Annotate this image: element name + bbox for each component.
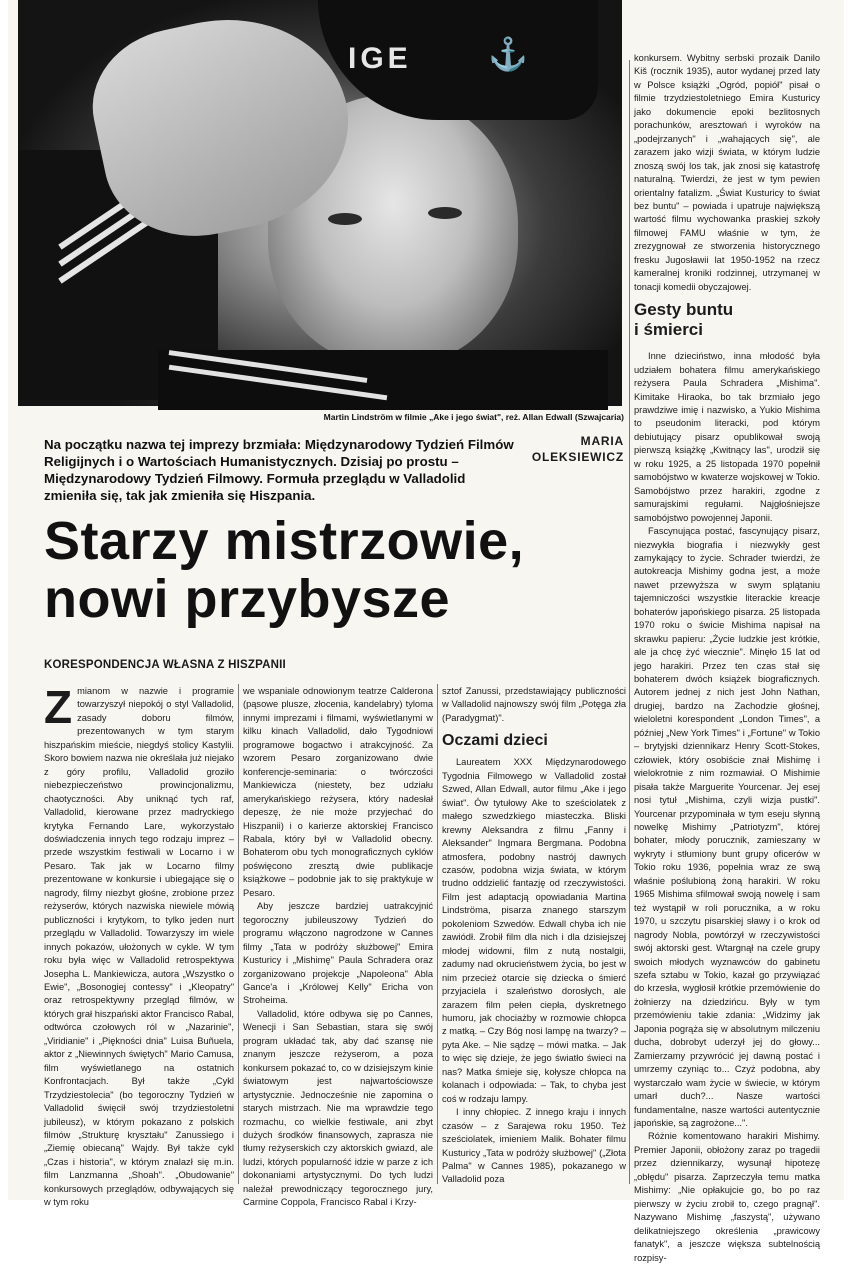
column-2-paragraph: Aby jeszcze bardziej uatrakcyjnić tegoroczny jubileuszowy Tydzień do programu włączono nagrodzone w Cannes filmy „Tata w podróży służbowej" Emira Kusturicy i „Mishimę" Paula Schradera oraz zorganizowano projekcje „Napoleona" Abla Gance'a i „Królowej Kelly" Ericha von Stroheima. [243, 901, 433, 1006]
anchor-emblem-icon: ⚓ [488, 36, 528, 72]
sailor-collar [158, 350, 608, 410]
film-still-photo [18, 0, 622, 406]
column-rule [437, 684, 438, 1184]
column-3-paragraph: sztof Zanussi, przedstawiający publiczności w Valladolid najnowszy swój film „Potęga zła (Paradygmat)". [442, 686, 626, 723]
subheading-line: Gesty buntu [634, 300, 734, 320]
photo-caption: Martin Lindström w filmie „Ake i jego świat", reż. Allan Edwall (Szwajcaria) [323, 412, 624, 422]
column-3-paragraph: I inny chłopiec. Z innego kraju i innych czasów – z Sarajewa roku 1950. Też sześciolatek, imieniem Malik. Bohater filmu Kusturicy „Tata w podróży służbowej" („Złota Palma" w Cannes 1985), pokazanego w Valladolid poza [442, 1107, 626, 1185]
subheading-oczami-dzieci: Oczami dzieci [442, 732, 548, 750]
lead-paragraph: Na początku nazwa tej imprezy brzmiała: Międzynarodowy Tydzień Filmów Religijnych i o Wartościach Humanistycznych. Dzisiaj po prostu – Międzynarodowy Tydzień Filmowy. Formuła przeglądu w Valladolid zmieniła się, tak jak zmieniła się Hiszpania. [44, 437, 514, 503]
author-first-name: MARIA [580, 434, 624, 448]
column-4-paragraph: Inne dzieciństwo, inna młodość była udziałem bohatera filmu amerykańskiego reżysera Paula Schradera „Mishima". Kimitake Hiraoka, bo tak brzmiało jego prawdziwe imię i nazwisko, a Yukio Mishima to pseudonim literacki, pod którym debiutujący pisarz opublikował swoją pierwszą książkę „Kwitnący las", urodził się w roku 1925, a 25 listopada 1970 popełnił samobójstwo w kwaterze wojskowej w Tokio. Samobójstwo przez harakiri, zgodne z samurajskimi regułami. Najgłośniejsze samobójstwo powojennej Japonii. [634, 351, 820, 523]
article-column-1 [44, 681, 234, 1208]
column-rule [238, 684, 239, 1184]
column-rule [629, 60, 630, 1184]
headline-line-2: nowi przybysze [44, 569, 451, 629]
column-1-text: mianom w nazwie i programie towarzyszył niepokój o styl Valladolid, zasady doboru filmów, prezentowanych w tym starym hiszpańskim mieście, niegdyś stolicy Kastylii. Skoro bowiem nazwa nie określała już niejako z góry profilu, Valladolid groziło niebezpieczeństwo prowincjonalizmu, chaotyczności. Aby uniknąć tych raf, Valladolid, kierowane przez madryckiego krytyka Fernando Lare, wykorzystało doświadczenia innych tego rodzaju imprez – przede wszystkim festiwali w Locarno i w Pesaro. Tak jak w Locarno filmy prezentowane w konkursie i ubiegające się o nagrody, filmy niezbyt głośne, zrobione przez reżyserów, których nazwiska niewiele mówią publiczności i krytykom, to tylko jeden nurt przeglądu w Valladolid. Towarzyszy im wiele innych pokazów, ułożonych w cykle. W tym roku była więc w Valladolid retrospektywa Josepha L. Mankiewicza, autora „Wszystko o Ewie", „Bosonogiej contessy" i „Kleopatry" oraz retrospektywny przegląd filmów, w których grał hiszpański aktor Francisco Rabal, odtwórca czołowych ról w „Nazarinie", „Viridianie" i „Piękności dnia" Luisa Buñuela, aktor z „Niewinnych świętych" Mario Camusa, film wyświetlanego na ostatnich Konfrontacjach. Był także „Cykl Trzydziestolecia" (bo tegoroczny Tydzień w Valladolid święcił swój trzydziestoletni jubileusz), w którym pokazano z polskich filmów „Strukturę kryształu" Zanussiego i „Ziemię obiecaną" Wajdy. Był także cykl „Czas i historia", w którym znalazł się m.in. film Lanzmanna „Shoah". „Obudowanie" konkursowych przeglądów, odbywających się w tym roku [44, 686, 234, 1208]
author-byline [520, 433, 624, 465]
subheading-gesty-buntu [634, 300, 820, 340]
column-2-paragraph: we wspaniale odnowionym teatrze Calderona (pąsowe plusze, złocenia, kandelabry) tyloma innymi imprezami i filmami, wyświetlanymi w kilku kinach Valladolid, dało Tygodniowi programowe bogactwo i atrakcyjność. Za wzorem Pesaro zorganizowano dwie konferencje-seminaria: o twórczości Mankiewicza (niestety, bez udziału amerykańskiego reżysera, który nadesłał depeszę, że nie może przyjechać do Hiszpanii) i o karierze aktorskiej Francisco Rabala, który był w Valladolid obecny. Bohaterom obu tych monograficznych cyklów poświęcono zresztą dwie publikacje książkowe – podobnie jak to się praktykuje w Pesaro. [243, 686, 433, 898]
article-column-3 [442, 685, 626, 1185]
author-last-name: OLEKSIEWICZ [531, 450, 624, 464]
article-column-4 [634, 52, 820, 1263]
headline [44, 512, 624, 628]
column-4-paragraph: konkursem. Wybitny serbski prozaik Danilo Kiš (rocznik 1935), autor wydanej przed laty w Polsce książki „Ogród, popiół" pisał o filmie trzydziestoletniego Emira Kusturicy jako dokumencie epoki bezlitosnych porachunków, aresztowań i wyroków na „podejrzanych" i „wahających się", ale zarazem jako wizji świata, w którym ludzie znoszą swój los tak, jak znosi się katastrofę naturalną. Twierdzi, że jest w tym pewien orientalny fatalizm. „Świat Kusturicy to świat bez buntu" – powiada i upatruje największą wartość filmu wychowanka praskiej szkoły filmowej FAMU właśnie w tym, że zrezygnował ze stworzenia historycznego fresku Jugosławii lat 1950-1952 na rzecz kameralnej kroniki rodzinnej, utrzymanej w tonacji komedii obyczajowej. [634, 53, 820, 292]
drop-cap: Z [44, 681, 73, 733]
headline-line-1: Starzy mistrzowie, [44, 511, 525, 571]
column-3-paragraph: Laureatem XXX Międzynarodowego Tygodnia Filmowego w Valladolid został Szwed, Allan Edwall, autor filmu „Ake i jego świat". Ów tytułowy Ake to sześciolatek z małego szwedzkiego miasteczka. Bliski krewny Aleksandra z filmu „Fanny i Aleksander" Ingmara Bergmana. Podobna atmosfera, podobny nastrój dawnych czasów, podobna wizja świata, w którym trudno oddzielić fantazję od rzeczywistości. Film jest adaptacją opowiadania Martina Lindströma, pisarza znanego starszym pokoleniom Szwedów. Edwall chyba ich nie zawiódł. Zrobił film dla nich i dla dzisiejszej młodej widowni, film z nutą nostalgii, zadumy nad okrucieństwem życia, bo jest w nim przecież otarcie się dziecka o śmierć przyjaciela i szaleństwo dorosłych, ale zarazem film pełen ciepła, dyskretnego humoru, jak chociażby w rozmowie chłopca z matką. – Czy Bóg nosi lampę na twarzy? – pyta Ake. – Nie sądzę – mówi matka. – Jak to więc się dzieje, że jego światło świeci na nas? Matka śmieje się, kołysze chłopca na kolanach i odpowiada: – Tak, to chyba jest coś w rodzaju lampy. [442, 757, 626, 1104]
eye [428, 207, 462, 219]
column-4-paragraph: Fascynująca postać, fascynujący pisarz, niezwykła biografia i niezwykły gest zamykający to życie. Schrader twierdzi, że autokreacja Mishimy godna jest, a może nawet przewyższa w swym splątaniu tajemniczości wszystkie literackie kreacje bohaterów japońskiego pisarza. 25 listopada 1970 roku o świcie Mishima napisał na skrawku papieru: „Życie ludzkie jest krótkie, ale ja chcę żyć wiecznie". Minęło 15 lat od jego harakiri. Przez ten czas stał się bohaterem dwóch książek biograficznych. Autorem jednej z nich jest John Nathan, drugiej, bardzo na Zachodzie głośnej, wieloletni korespondent „London Times", a później „New York Times" i „Fortune" w Tokio – brytyjski dziennikarz Henry Scott-Stokes, człowiek, który osobiście znał Mishimę i wielokrotnie z nim rozmawiał. O Mishimie pisała także Marguerite Yourcenar. Jej esej nosi tytuł „Mishima, czyli wizja pustki". Yourcenar przypominała w tym eseju słynną nowelkę Mishimy „Patriotyzm", której bohater, młody porucznik, zamieszany w wykryty i stłumiony bunt grupy oficerów w Tokio roku 1936, popełnia wraz ze swą właśnie poślubioną żoną harakiri. W roku 1965 Mishima sfilmował swoją nowelę i sam też wystąpił w roli porucznika, a w roku 1970, u szczytu pisarskiej sławy i o krok od nagrody Nobla, powtórzył w rzeczywistości swój aktorski gest. Wtargnął na czele grupy swoich młodych wyznawców do gabinetu szefa sztabu w Tokio, kazał go przywiązać do krzesła, wygłosił krótkie przemówienie do żołnierzy na dziedzińcu. Były w tym przemówieniu takie zdania: „Widzimy jak Japonia pogrąża się w absolutnym milczeniu ducha, dobrobyt uderzył jej do głowy... Zamierzamy przywrócić jej dawną postać i umrzemy czyniąc to... Czyż podobna, aby wystarczało wam życie w świecie, w którym umarł duch?... Nasze wartości fundamentalne, nasze wartości autentycznie japońskie, są zagrożone...". [634, 526, 820, 1128]
article-column-2 [243, 685, 433, 1208]
subheading-line: i śmierci [634, 320, 703, 340]
eye [328, 213, 362, 225]
cap-lettering: IGE [348, 42, 412, 75]
column-4-paragraph: Różnie komentowano harakiri Mishimy. Premier Japonii, obłożony zaraz po tragedii przez dziennikarzy, wysunął hipotezę „obłędu" pisarza. Zaprzeczyła temu matka Mishimy: „Nie opłakujcie go, bo po raz pierwszy w życiu zrobił to, czego pragnął". Nazywano Mishimę „faszystą", używano delikatniejszego określenia „prawicowy fanatyk", a jeszcze większa subtelnością rozpisy- [634, 1131, 820, 1263]
kicker: KORESPONDENCJA WŁASNA Z HISZPANII [44, 659, 286, 671]
column-2-paragraph: Valladolid, które odbywa się po Cannes, Wenecji i San Sebastian, stara się swój program układać tak, aby dać szansę nie znanym jeszcze reżyserom, a poza konkursem pokazać to, co w dzisiejszym kinie światowym jest najwartościowsze artystycznie. Jednocześnie nie zapomina o starych mistrzach. Nie ma wprawdzie tego rozmachu, co wielkie festiwale, ani zbyt dużych środków finansowych, zaprasza nie tłumy reżyserskich czy aktorskich gwiazd, ale ludzi, których popularność idzie w parze z ich dokonaniami artystycznymi. Do tych ludzi należał prewodniczący tegorocznego jury, Carmine Coppola, Francisco Rabal i Krzy- [243, 1008, 433, 1208]
newspaper-page [8, 0, 844, 1263]
